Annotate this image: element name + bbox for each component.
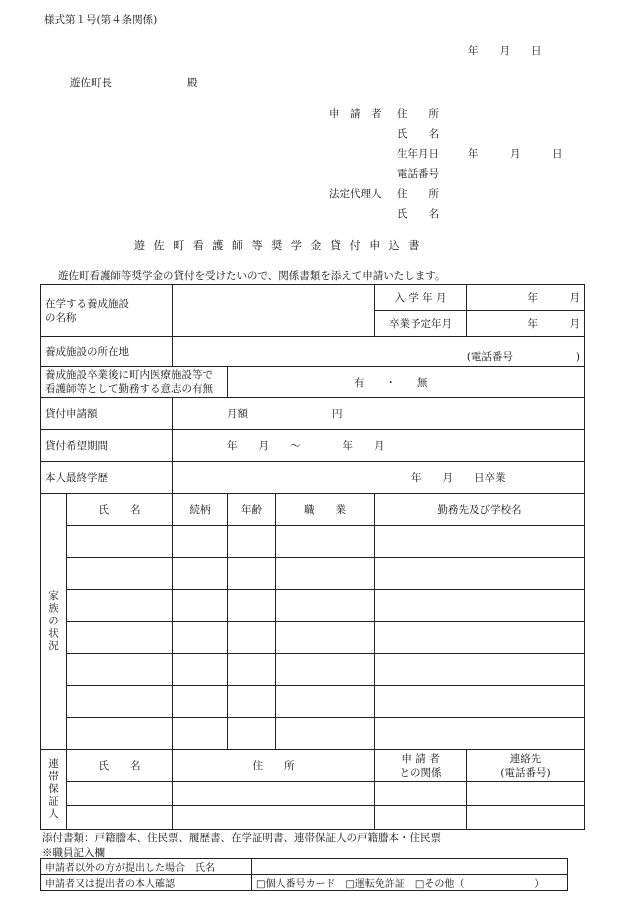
family-cell[interactable] [173,526,228,558]
family-cell[interactable] [67,654,173,686]
staff-id-options[interactable]: □個人番号カード □運転免許証 □その他（ ） [252,875,568,891]
family-cell[interactable] [228,622,276,654]
page-title: 遊佐町看護師等奨学金貸付申込書 [134,239,428,252]
period-label: 貸付希望期間 [41,430,173,462]
guarantor-section-label [41,750,67,830]
applicant-address-label: 住 所 [397,108,439,120]
education-label: 本人最終学歴 [41,462,173,494]
staff-table [40,858,568,891]
staff-row1-field[interactable] [252,859,568,875]
intent-value[interactable]: 有 ・ 無 [228,367,585,398]
family-row [41,590,585,622]
guarantor-cell[interactable] [467,782,585,806]
form-number: 様式第１号(第４条関係) [44,14,158,26]
family-cell[interactable] [276,558,375,590]
family-cell[interactable] [228,526,276,558]
staff-row1-label: 申請者以外の方が提出した場合 氏名 [41,859,252,875]
guardian-address-label: 住 所 [397,188,439,200]
graduation-value[interactable]: 年 月 [467,311,585,337]
family-cell[interactable] [375,718,585,750]
honorific: 殿 [187,77,198,89]
family-cell[interactable] [276,526,375,558]
family-cell[interactable] [228,686,276,718]
guarantor-header-address: 住 所 [173,750,375,782]
family-header-age: 年齢 [228,494,276,526]
family-cell[interactable] [67,558,173,590]
family-cell[interactable] [228,718,276,750]
family-cell[interactable] [67,590,173,622]
family-row [41,686,585,718]
applicant-phone-label: 電話番号 [397,168,439,180]
family-header-name: 氏 名 [67,494,173,526]
family-cell[interactable] [375,654,585,686]
guarantor-cell[interactable] [467,806,585,830]
family-label-text: 家族の状況 [47,590,59,653]
family-row [41,654,585,686]
family-cell[interactable] [276,686,375,718]
guarantor-header-relation: 申 請 者 との関係 [375,750,467,782]
applicant-name-label: 氏 名 [397,128,439,140]
family-header-relation: 続柄 [173,494,228,526]
date-line: 年 月 日 [468,45,542,57]
family-cell[interactable] [173,718,228,750]
guarantor-row [41,806,585,830]
entry-label: 入 学 年 月 [375,285,467,311]
attachments-note: 添付書類：戸籍謄本、住民票、履歴書、在学証明書、連帯保証人の戸籍謄本・住民票 [42,832,441,844]
guarantor-cell[interactable] [375,782,467,806]
family-cell[interactable] [276,622,375,654]
family-header-occupation: 職 業 [276,494,375,526]
family-cell[interactable] [67,718,173,750]
applicant-dob-value: 年 月 日 [468,148,563,160]
intro-text: 遊佐町看護師等奨学金の貸付を受けたいので、関係書類を添えて申請いたします。 [58,270,446,282]
applicant-dob-label: 生年月日 [397,148,439,160]
guardian-name-label: 氏 名 [397,208,439,220]
family-cell[interactable] [228,654,276,686]
entry-value[interactable]: 年 月 [467,285,585,311]
guarantor-cell[interactable] [375,806,467,830]
family-row [41,718,585,750]
family-cell[interactable] [228,590,276,622]
applicant-role-label: 申 請 者 [329,108,382,120]
family-cell[interactable] [67,686,173,718]
family-cell[interactable] [276,718,375,750]
guarantor-cell[interactable] [173,806,375,830]
family-cell[interactable] [173,590,228,622]
education-value[interactable]: 年 月 日卒業 [173,462,585,494]
guarantor-cell[interactable] [67,782,173,806]
family-cell[interactable] [375,622,585,654]
amount-value[interactable]: 月額 円 [173,398,585,430]
school-name-field[interactable] [173,285,375,337]
location-label: 養成施設の所在地 [41,337,173,367]
family-section-label [41,494,67,750]
period-value[interactable]: 年 月 ～ 年 月 [173,430,585,462]
family-cell[interactable] [173,654,228,686]
staff-note: ※職員記入欄 [42,847,105,859]
family-cell[interactable] [228,558,276,590]
family-cell[interactable] [375,590,585,622]
addressee: 遊佐町長 [70,77,112,89]
family-cell[interactable] [276,654,375,686]
staff-row2-label: 申請者又は提出者の本人確認 [41,875,252,891]
guarantor-cell[interactable] [67,806,173,830]
family-row [41,622,585,654]
family-cell[interactable] [173,686,228,718]
location-phone[interactable]: (電話番号 ) [173,337,585,367]
graduation-label: 卒業予定年月 [375,311,467,337]
guardian-label: 法定代理人 [329,188,382,200]
amount-label: 貸付申請額 [41,398,173,430]
family-cell[interactable] [375,686,585,718]
application-table [40,284,585,830]
guarantor-row [41,782,585,806]
guarantor-header-name: 氏 名 [67,750,173,782]
family-cell[interactable] [173,622,228,654]
family-cell[interactable] [375,558,585,590]
guarantor-label-text: 連帯保証人 [47,758,59,821]
school-name-label: 在学する養成施設 の名称 [41,285,173,337]
guarantor-cell[interactable] [173,782,375,806]
guarantor-header-contact: 連絡先 (電話番号) [467,750,585,782]
family-cell[interactable] [67,622,173,654]
family-cell[interactable] [276,590,375,622]
family-header-workplace: 勤務先及び学校名 [375,494,585,526]
intent-label: 養成施設卒業後に町内医療施設等で 看護師等として勤務する意志の有無 [41,367,228,398]
family-cell[interactable] [173,558,228,590]
family-cell[interactable] [375,526,585,558]
family-row [41,526,585,558]
family-row [41,558,585,590]
family-cell[interactable] [67,526,173,558]
